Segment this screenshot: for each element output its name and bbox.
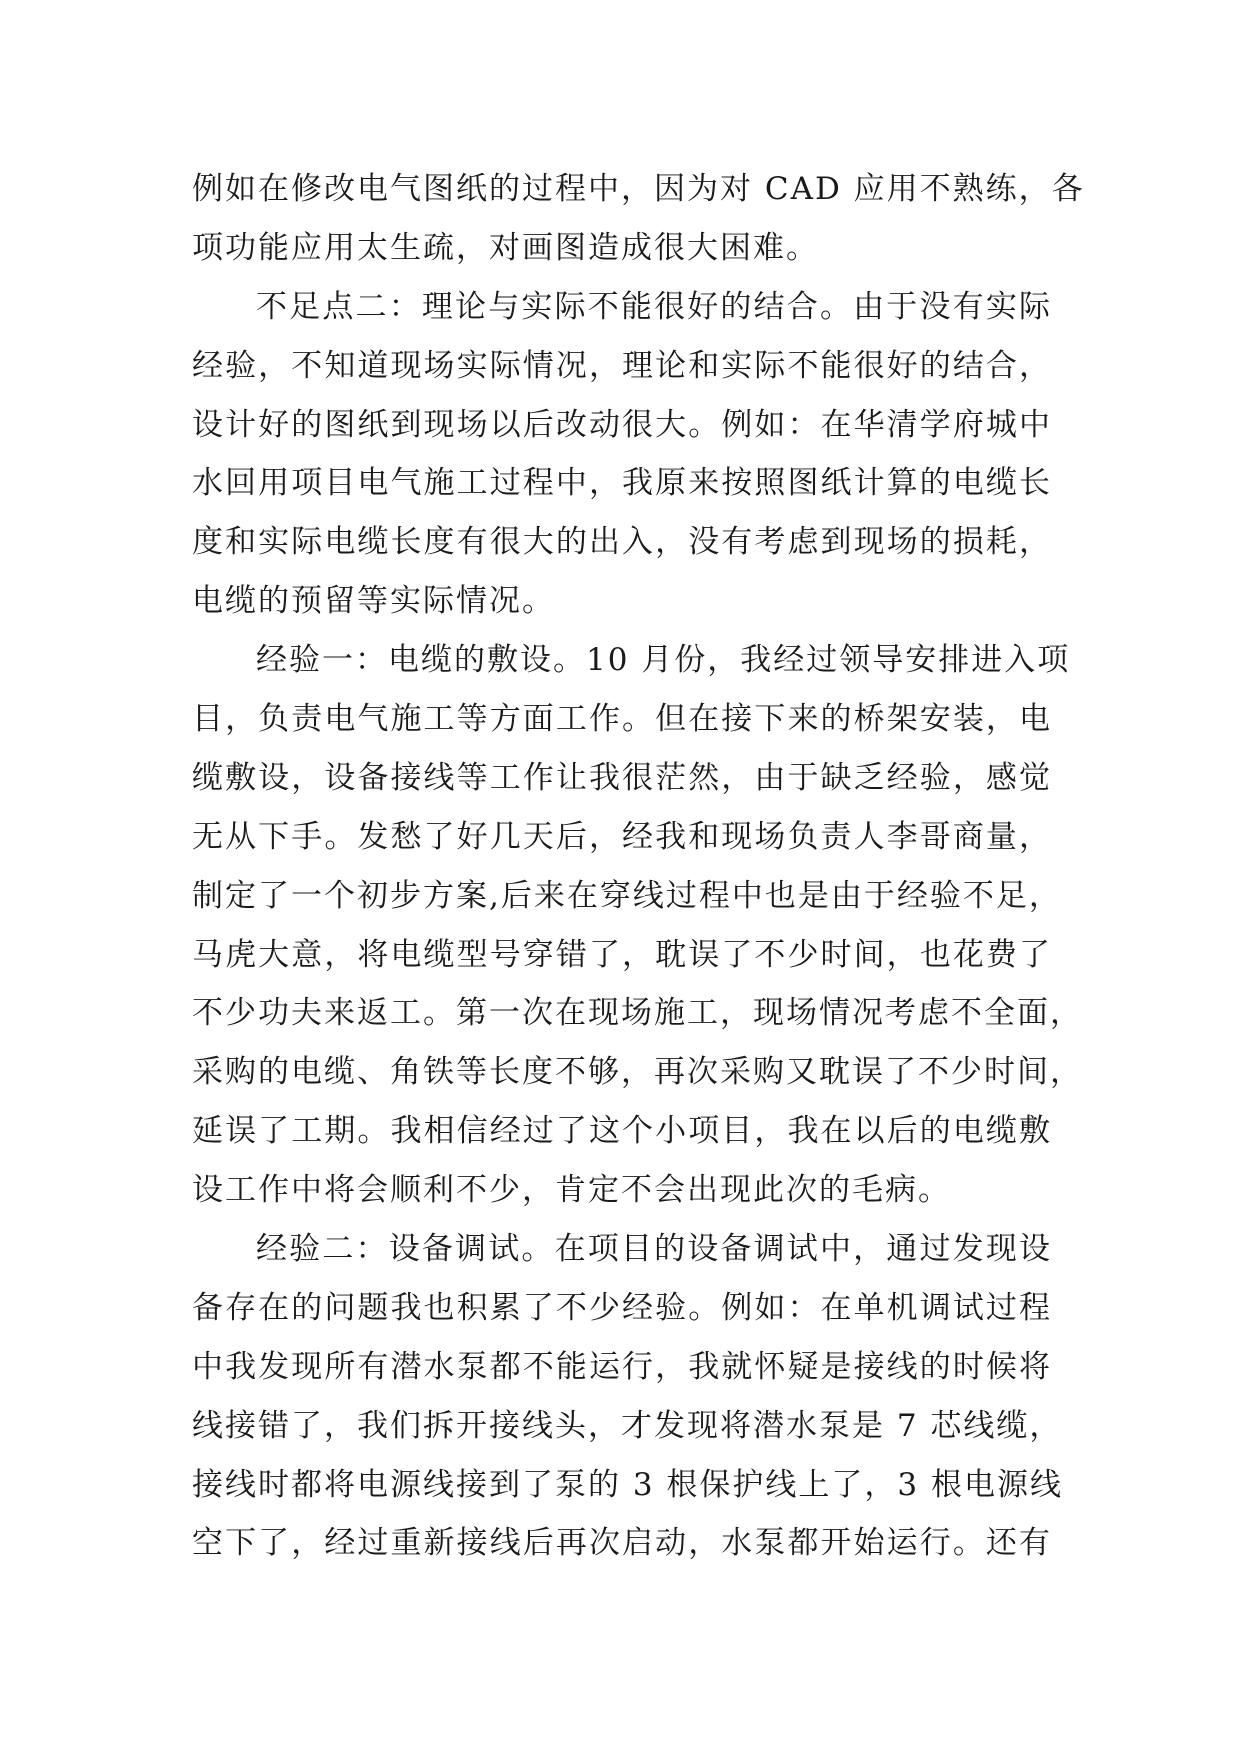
text-line: 接线时都将电源线接到了泵的 3 根保护线上了，3 根电源线 <box>192 1466 1064 1503</box>
text-line: 不少功夫来返工。第一次在现场施工，现场情况考虑不全面， <box>192 995 1083 1032</box>
text-line: 设工作中将会顺利不少，肯定不会出现此次的毛病。 <box>192 1172 951 1209</box>
text-line: 空下了，经过重新接线后再次启动，水泵都开始运行。还有 <box>192 1525 1052 1562</box>
text-line: 延误了工期。我相信经过了这个小项目，我在以后的电缆敷 <box>192 1113 1052 1150</box>
text-line: 设计好的图纸到现场以后改动很大。例如：在华清学府城中 <box>192 406 1052 443</box>
text-line: 备存在的问题我也积累了不少经验。例如：在单机调试过程 <box>192 1289 1052 1326</box>
text-line: 项功能应用太生疏，对画图造成很大困难。 <box>192 229 819 266</box>
text-line: 线接错了，我们拆开接线头，才发现将潜水泵是 7 芯线缆， <box>192 1407 1063 1444</box>
body-text <box>192 160 1085 1573</box>
text-line: 目，负责电气施工等方面工作。但在接下来的桥架安装，电 <box>192 701 1052 738</box>
text-line: 不足点二：理论与实际不能很好的结合。由于没有实际 <box>256 288 1052 325</box>
text-line: 例如在修改电气图纸的过程中，因为对 CAD 应用不熟练，各 <box>192 171 1085 207</box>
text-line: 无从下手。发愁了好几天后，经我和现场负责人李哥商量， <box>192 818 1052 855</box>
text-line: 制定了一个初步方案,后来在穿线过程中也是由于经验不足， <box>192 877 1062 914</box>
text-line: 电缆的预留等实际情况。 <box>192 583 555 620</box>
text-line: 采购的电缆、角铁等长度不够，再次采购又耽误了不少时间， <box>192 1054 1083 1091</box>
text-line: 中我发现所有潜水泵都不能运行，我就怀疑是接线的时候将 <box>192 1348 1052 1385</box>
text-line: 马虎大意，将电缆型号穿错了，耽误了不少时间，也花费了 <box>192 936 1052 973</box>
text-line: 水回用项目电气施工过程中，我原来按照图纸计算的电缆长 <box>192 465 1052 502</box>
text-line: 经验一：电缆的敷设。10 月份，我经过领导安排进入项 <box>256 642 1071 679</box>
text-line: 缆敷设，设备接线等工作让我很茫然，由于缺乏经验，感觉 <box>192 759 1052 796</box>
text-line: 经验二：设备调试。在项目的设备调试中，通过发现设 <box>256 1231 1052 1268</box>
text-line: 经验，不知道现场实际情况，理论和实际不能很好的结合， <box>192 347 1052 384</box>
text-line: 度和实际电缆长度有很大的出入，没有考虑到现场的损耗， <box>192 524 1052 561</box>
